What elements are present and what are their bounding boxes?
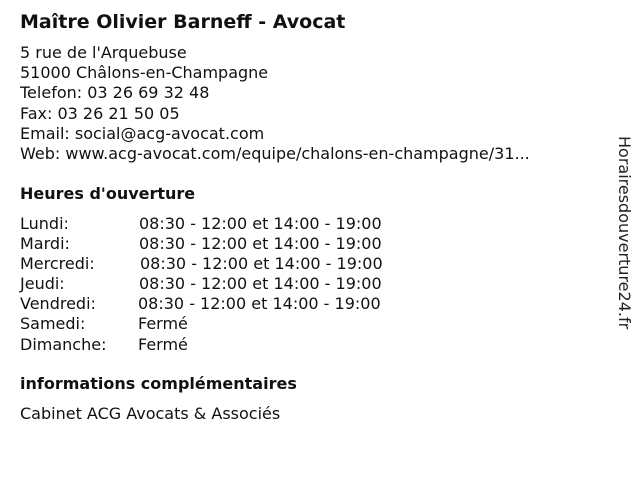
hours-row-saturday (20, 314, 440, 334)
day-label: Mardi: (20, 234, 70, 254)
hours-row-sunday (20, 335, 440, 355)
time-value: Fermé (138, 334, 188, 354)
business-title: Maître Olivier Barneff - Avocat (20, 11, 346, 33)
additional-info-text: Cabinet ACG Avocats & Associés (20, 404, 281, 423)
hours-row-tuesday (20, 234, 440, 254)
hours-row-friday (20, 294, 440, 314)
opening-hours-table (20, 214, 440, 355)
day-label: Vendredi: (20, 294, 96, 314)
opening-hours-heading: Heures d'ouverture (20, 184, 196, 203)
additional-info-heading: informations complémentaires (20, 374, 297, 393)
time-value: Fermé (138, 314, 188, 334)
contact-block (20, 43, 530, 164)
day-label: Lundi: (20, 214, 69, 233)
time-value: 08:30 - 12:00 et 14:00 - 19:00 (140, 254, 383, 274)
hours-row-wednesday (20, 254, 440, 274)
time-value: 08:30 - 12:00 et 14:00 - 19:00 (139, 274, 382, 294)
phone-number[interactable]: Telefon: 03 26 69 32 48 (20, 83, 210, 103)
address-city: 51000 Châlons-en-Champagne (20, 63, 269, 83)
day-label: Jeudi: (20, 274, 65, 294)
hours-row-monday (20, 214, 440, 234)
day-label: Dimanche: (20, 334, 107, 354)
day-label: Mercredi: (20, 254, 95, 274)
address-street: 5 rue de l'Arquebuse (20, 43, 187, 62)
watermark-text: Horairesdouverture24.fr (615, 136, 634, 330)
time-value: 08:30 - 12:00 et 14:00 - 19:00 (139, 214, 382, 233)
day-label: Samedi: (20, 314, 86, 334)
email-address[interactable]: Email: social@acg-avocat.com (20, 123, 265, 143)
time-value: 08:30 - 12:00 et 14:00 - 19:00 (139, 234, 382, 254)
website-link[interactable]: Web: www.acg-avocat.com/equipe/chalons-en-champagne/31... (20, 143, 530, 163)
time-value: 08:30 - 12:00 et 14:00 - 19:00 (138, 294, 381, 314)
fax-number: Fax: 03 26 21 50 05 (20, 103, 180, 123)
hours-row-thursday (20, 274, 440, 294)
site-watermark (614, 136, 634, 346)
